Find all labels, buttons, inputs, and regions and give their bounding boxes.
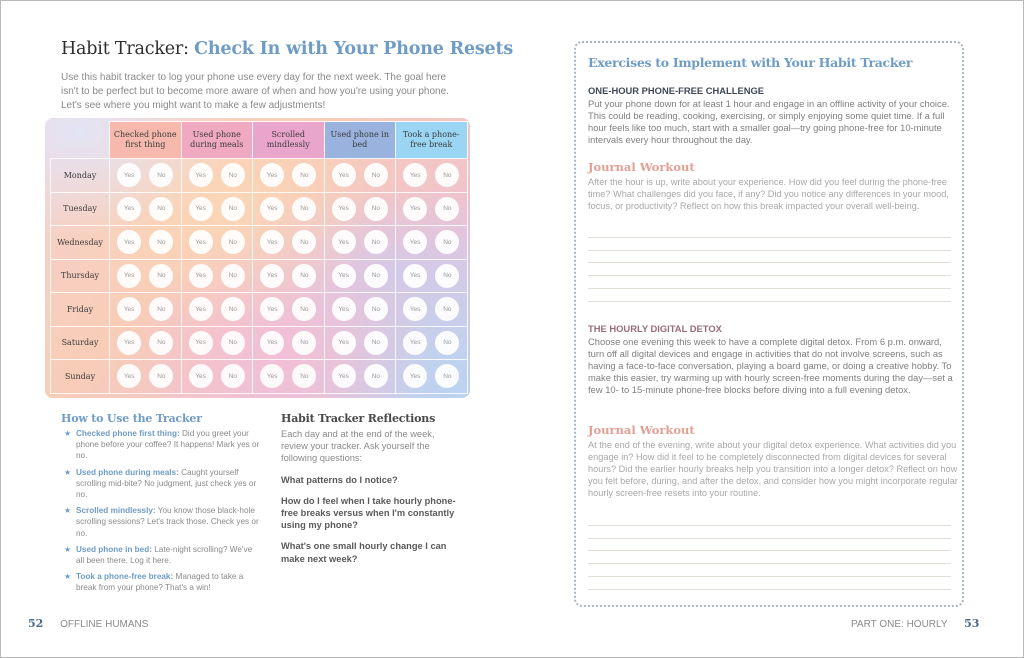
how-to-item (61, 571, 261, 593)
no-bubble[interactable]: No (364, 197, 388, 221)
no-bubble[interactable]: No (364, 297, 388, 321)
how-to-item (61, 544, 261, 566)
title-accent: Check In with Your Phone Resets (194, 39, 514, 59)
yes-bubble[interactable]: Yes (403, 197, 427, 221)
running-title: PART ONE: HOURLY (851, 619, 948, 630)
reflection-question: What's one small hourly change I can make next week? (281, 541, 447, 564)
tracker-cell (181, 159, 253, 193)
no-bubble[interactable]: No (149, 264, 173, 288)
tracker-cell (110, 192, 182, 226)
how-to-list (61, 428, 261, 594)
exercise2-heading: THE HOURLY DIGITAL DETOX (588, 323, 722, 334)
tracker-cell (253, 159, 325, 193)
tracker-cell (396, 293, 468, 327)
tracker-cell (396, 159, 468, 193)
tracker-row (51, 192, 468, 226)
tracker-cell (396, 259, 468, 293)
tracker-cell (110, 326, 182, 360)
tracker-cell (396, 360, 468, 394)
tracker-cell (324, 192, 396, 226)
day-label: Tuesday (51, 192, 110, 226)
no-bubble[interactable]: No (364, 331, 388, 355)
yes-bubble[interactable]: Yes (189, 331, 213, 355)
no-bubble[interactable]: No (149, 230, 173, 254)
no-bubble[interactable]: No (435, 163, 459, 187)
exercises-title: Exercises to Implement with Your Habit Tracker (588, 55, 913, 70)
how-to-item-text: Late-night scrolling? We've all been there. Log it here. (76, 544, 253, 566)
tracker-cell (253, 192, 325, 226)
left-footer (28, 617, 148, 630)
yes-bubble[interactable]: Yes (332, 197, 356, 221)
how-to-item-text: Caught yourself scrolling mid-bite? No judgment, just check yes or no. (76, 467, 257, 500)
writing-lines[interactable] (588, 513, 951, 590)
yes-bubble[interactable]: Yes (403, 264, 427, 288)
journal-workout-body: After the hour is up, write about your experience. How did you feel during the phone-free time? What challenges did you face, if any? Did you notice any differences in your mood, focus, or productivity? Reflect on how this break impacted your overall well-being. (588, 177, 949, 211)
how-to-item (61, 467, 261, 501)
journal-workout-body: At the end of the evening, write about your digital detox experience. What activities did you engage in? How did it feel to be completely disconnected from digital devices for several hours? Did the earlier hourly breaks help you transition into a longer detox? Reflect on how you felt before, during, and after the detox, and consider how you might incorporate regular hourly screen-free resets into your routine. (588, 440, 958, 498)
tracker-cell (181, 293, 253, 327)
day-label: Friday (51, 293, 110, 327)
tracker-cell (324, 326, 396, 360)
column-header: Used phone during meals (181, 122, 253, 159)
tracker-grid (50, 121, 468, 394)
day-label: Sunday (51, 360, 110, 394)
yes-bubble[interactable]: Yes (117, 197, 141, 221)
yes-bubble[interactable]: Yes (117, 364, 141, 388)
no-bubble[interactable]: No (435, 331, 459, 355)
reflection-question: How do I feel when I take hourly phone-free breaks versus when I'm constantly using my phone? (281, 495, 456, 531)
tracker-cell (110, 159, 182, 193)
tracker-cell (181, 226, 253, 260)
reflections-description: Each day and at the end of the week, review your tracker. Ask yourself the following questions: (281, 429, 435, 464)
no-bubble[interactable]: No (292, 297, 316, 321)
no-bubble[interactable]: No (221, 364, 245, 388)
yes-bubble[interactable]: Yes (403, 230, 427, 254)
yes-bubble[interactable]: Yes (403, 331, 427, 355)
how-to-item (61, 428, 261, 462)
tracker-cell (324, 293, 396, 327)
reflections-section (281, 412, 461, 574)
yes-bubble[interactable]: Yes (260, 230, 284, 254)
how-to-item-label: Used phone during meals: (76, 467, 179, 477)
reflections-heading: Habit Tracker Reflections (281, 412, 436, 425)
yes-bubble[interactable]: Yes (260, 264, 284, 288)
how-to-item-text: Did you greet your phone before your coffee? It happens! Mark yes or no. (76, 429, 260, 461)
yes-bubble[interactable]: Yes (260, 331, 284, 355)
day-label: Thursday (51, 259, 110, 293)
no-bubble[interactable]: No (435, 364, 459, 388)
tracker-cell (324, 226, 396, 260)
tracker-row (51, 226, 468, 260)
yes-bubble[interactable]: Yes (117, 230, 141, 254)
no-bubble[interactable]: No (292, 331, 316, 355)
tracker-cell (253, 360, 325, 394)
star-icon: ★ (64, 506, 72, 516)
no-bubble[interactable]: No (149, 197, 173, 221)
yes-bubble[interactable]: Yes (332, 264, 356, 288)
star-icon: ★ (64, 544, 72, 554)
habit-tracker (45, 118, 470, 398)
how-to-item-text: Managed to take a break from your phone? That's a win! (76, 572, 244, 593)
exercise1-heading: ONE-HOUR PHONE-FREE CHALLENGE (588, 85, 765, 96)
yes-bubble[interactable]: Yes (117, 163, 141, 187)
yes-bubble[interactable]: Yes (332, 331, 356, 355)
no-bubble[interactable]: No (435, 297, 459, 321)
yes-bubble[interactable]: Yes (117, 264, 141, 288)
column-header: Checked phone first thing (110, 122, 182, 159)
tracker-cell (324, 159, 396, 193)
tracker-cell (324, 259, 396, 293)
tracker-cell (110, 360, 182, 394)
no-bubble[interactable]: No (221, 197, 245, 221)
column-header: Took a phone-free break (396, 122, 468, 159)
right-footer (851, 617, 979, 630)
yes-bubble[interactable]: Yes (403, 364, 427, 388)
yes-bubble[interactable]: Yes (117, 331, 141, 355)
how-to-item-label: Took a phone-free break: (76, 572, 174, 582)
how-to-item-text: You know those black-hole scrolling sessions? Let's track those. Check yes or no. (76, 506, 259, 538)
page-number: 53 (964, 617, 980, 630)
right-page (513, 1, 1024, 658)
yes-bubble[interactable]: Yes (117, 297, 141, 321)
no-bubble[interactable]: No (149, 163, 173, 187)
journal-workout-heading: Journal Workout (588, 423, 695, 437)
day-label: Monday (51, 159, 110, 193)
tracker-cell (324, 360, 396, 394)
day-label: Saturday (51, 326, 110, 360)
how-to-item-label: Scrolled mindlessly: (76, 506, 156, 516)
how-to-item (61, 505, 261, 539)
yes-bubble[interactable]: Yes (332, 230, 356, 254)
yes-bubble[interactable]: Yes (189, 163, 213, 187)
no-bubble[interactable]: No (149, 364, 173, 388)
yes-bubble[interactable]: Yes (260, 297, 284, 321)
column-header: Scrolled mindlessly (253, 122, 325, 159)
tracker-row (51, 259, 468, 293)
star-icon: ★ (64, 572, 72, 582)
tracker-cell (253, 226, 325, 260)
yes-bubble[interactable]: Yes (403, 163, 427, 187)
no-bubble[interactable]: No (364, 364, 388, 388)
tracker-cell (110, 293, 182, 327)
yes-bubble[interactable]: Yes (189, 297, 213, 321)
yes-bubble[interactable]: Yes (189, 230, 213, 254)
no-bubble[interactable]: No (364, 264, 388, 288)
tracker-cell (110, 259, 182, 293)
tracker-cell (396, 192, 468, 226)
no-bubble[interactable]: No (292, 230, 316, 254)
no-bubble[interactable]: No (364, 163, 388, 187)
tracker-cell (396, 326, 468, 360)
no-bubble[interactable]: No (435, 197, 459, 221)
tracker-cell (253, 293, 325, 327)
column-header: Used phone in bed (324, 122, 396, 159)
no-bubble[interactable]: No (292, 197, 316, 221)
tracker-row (51, 159, 468, 193)
intro-paragraph: Use this habit tracker to log your phone use every day for the next week. The goal here isn't to be perfect but to become more aware of when and how you're using your phone. Let's see where you might want to make a few adjustments! (61, 72, 449, 111)
how-to-heading: How to Use the Tracker (61, 412, 202, 425)
yes-bubble[interactable]: Yes (403, 297, 427, 321)
tracker-cell (253, 326, 325, 360)
yes-bubble[interactable]: Yes (332, 163, 356, 187)
writing-lines[interactable] (588, 225, 951, 302)
running-title: OFFLINE HUMANS (60, 619, 149, 630)
no-bubble[interactable]: No (221, 297, 245, 321)
yes-bubble[interactable]: Yes (332, 364, 356, 388)
no-bubble[interactable]: No (221, 331, 245, 355)
no-bubble[interactable]: No (221, 264, 245, 288)
yes-bubble[interactable]: Yes (260, 364, 284, 388)
tracker-row (51, 326, 468, 360)
tracker-row (51, 293, 468, 327)
tracker-corner (51, 122, 110, 159)
no-bubble[interactable]: No (221, 230, 245, 254)
no-bubble[interactable]: No (435, 264, 459, 288)
exercise2-body: Choose one evening this week to have a complete digital detox. From 6 p.m. onward, turn off all digital devices and engage in activities that do not involve screens, such as having a face-to-face conversation, playing a board game, or doing a creative hobby. To make this easier, try warming up with hourly screen-free moments during the day—set a few 10- to 15-minute phone-free blocks before diving into a full evening detox. (588, 336, 953, 395)
tracker-body (51, 159, 468, 394)
day-label: Wednesday (51, 226, 110, 260)
yes-bubble[interactable]: Yes (260, 197, 284, 221)
no-bubble[interactable]: No (292, 163, 316, 187)
exercise1-body: Put your phone down for at least 1 hour and engage in an offline activity of your choice. This could be reading, cooking, exercising, or simply enjoying some quiet time. If a full hour feels like too much, start with a smaller goal—try going phone-free for 10-minute intervals every hour throughout the day. (588, 98, 950, 145)
no-bubble[interactable]: No (292, 364, 316, 388)
yes-bubble[interactable]: Yes (189, 364, 213, 388)
no-bubble[interactable]: No (292, 264, 316, 288)
tracker-cell (181, 326, 253, 360)
page-number: 52 (28, 617, 44, 630)
tracker-cell (181, 192, 253, 226)
yes-bubble[interactable]: Yes (260, 163, 284, 187)
star-icon: ★ (64, 429, 72, 438)
left-page (1, 1, 513, 658)
journal-workout-heading: Journal Workout (588, 160, 695, 174)
no-bubble[interactable]: No (149, 297, 173, 321)
tracker-cell (181, 360, 253, 394)
tracker-cell (396, 226, 468, 260)
no-bubble[interactable]: No (364, 230, 388, 254)
tracker-cell (181, 259, 253, 293)
how-to-item-label: Used phone in bed: (76, 544, 152, 554)
yes-bubble[interactable]: Yes (189, 197, 213, 221)
page-title (61, 39, 513, 59)
reflection-question: What patterns do I notice? (281, 474, 398, 485)
no-bubble[interactable]: No (221, 163, 245, 187)
tracker-header-row (51, 122, 468, 159)
how-to-item-label: Checked phone first thing: (76, 429, 180, 438)
how-to-use-section (61, 412, 261, 599)
no-bubble[interactable]: No (435, 230, 459, 254)
tracker-cell (253, 259, 325, 293)
tracker-cell (110, 226, 182, 260)
title-plain: Habit Tracker: (61, 39, 195, 59)
no-bubble[interactable]: No (149, 331, 173, 355)
tracker-row (51, 360, 468, 394)
star-icon: ★ (64, 467, 72, 477)
yes-bubble[interactable]: Yes (189, 264, 213, 288)
yes-bubble[interactable]: Yes (332, 297, 356, 321)
